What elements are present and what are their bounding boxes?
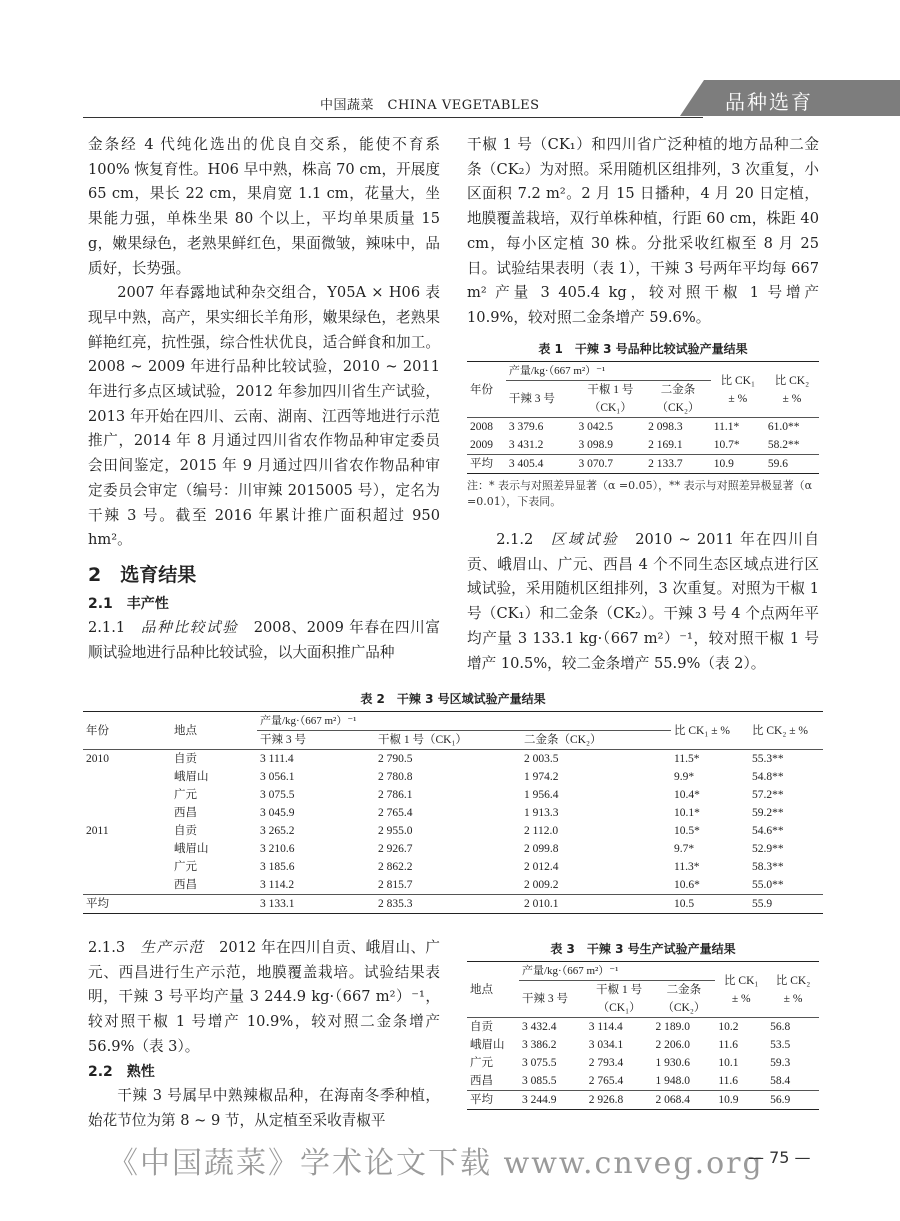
table-header: 产量/kg·（667 m²）⁻¹ bbox=[519, 962, 715, 981]
table-cell: 54.6** bbox=[752, 825, 784, 837]
table-2 bbox=[83, 690, 823, 914]
table-cell: 2 068.4 bbox=[655, 1094, 690, 1106]
table-cell bbox=[83, 768, 171, 786]
table-cell: 2 786.1 bbox=[378, 789, 413, 801]
table-cell: 2 790.5 bbox=[378, 753, 413, 765]
table-cell: 10.7* bbox=[713, 439, 740, 451]
table-cell: 3 386.2 bbox=[521, 1039, 557, 1051]
table-cell: 3 431.2 bbox=[508, 439, 544, 451]
table-cell: 11.3* bbox=[674, 861, 700, 873]
table-cell: 53.5 bbox=[770, 1039, 791, 1051]
table-cell: 55.3** bbox=[752, 753, 784, 765]
table-cell: 西昌 bbox=[174, 807, 197, 819]
table-cell: 自贡 bbox=[174, 825, 197, 837]
table-cell: 11.6 bbox=[718, 1039, 739, 1051]
table-cell: 1 956.4 bbox=[524, 789, 559, 801]
table-cell: 10.9 bbox=[718, 1094, 739, 1106]
table-cell: 2 112.0 bbox=[524, 825, 559, 837]
table-cell: 10.1* bbox=[674, 807, 700, 819]
table-caption: 表 3 干辣 3 号生产试验产量结果 bbox=[550, 942, 736, 956]
table-cell: 2 206.0 bbox=[655, 1039, 690, 1051]
table-cell: 西昌 bbox=[470, 1075, 493, 1087]
table-row bbox=[83, 895, 823, 914]
paragraph-text: 2008、2009 年春在四川富顺试验地进行品种比较试验，以大面积推广品种 bbox=[88, 619, 440, 662]
right-column-lower bbox=[467, 528, 819, 676]
paragraph-text: 2012 年在四川自贡、峨眉山、广元、西昌进行生产示范，地膜覆盖栽培。试验结果表明，干辣 3 号平均产量 3 244.9 kg·（667 m²）⁻¹，较对照干椒 1 号增产 10.9%，较对照二金条增产 56.9%（表 3）。 bbox=[88, 939, 440, 1055]
table-cell: 3 056.1 bbox=[260, 771, 295, 783]
table-caption: 表 1 干辣 3 号品种比较试验产量结果 bbox=[538, 342, 748, 356]
table-cell bbox=[83, 786, 171, 804]
table-header: 干椒 1 号 （CK₁） bbox=[596, 984, 643, 1014]
table-cell: 2 189.0 bbox=[655, 1021, 690, 1033]
table-cell: 59.2** bbox=[752, 807, 784, 819]
table-header: 干辣 3 号 bbox=[508, 393, 555, 405]
table-header: 比 CK₂ ± % bbox=[774, 374, 810, 405]
table-cell: 56.8 bbox=[770, 1021, 791, 1033]
table-cell: 3 432.4 bbox=[521, 1021, 557, 1033]
section-label: 品种选育 bbox=[725, 90, 813, 114]
table-cell: 3 075.5 bbox=[521, 1057, 557, 1069]
table-cell: 自贡 bbox=[174, 753, 197, 765]
table-row bbox=[83, 750, 823, 769]
subsection-number: 2.1.2 bbox=[496, 531, 534, 548]
table-cell: 58.2** bbox=[767, 439, 800, 451]
section-heading: 2 选育结果 bbox=[88, 563, 197, 586]
table-cell: 峨眉山 bbox=[174, 771, 209, 783]
table-cell: 3 098.9 bbox=[578, 439, 613, 451]
table-cell: 2 765.4 bbox=[378, 807, 413, 819]
table-3 bbox=[467, 940, 819, 1110]
table-header: 二金条（CK₂） bbox=[524, 734, 602, 746]
table-cell bbox=[83, 876, 171, 895]
table-cell: 1 974.2 bbox=[524, 771, 559, 783]
table-note: 注：* 表示与对照差异显著（α =0.05），** 表示与对照差异极显著（α =0.01），下表同。 bbox=[467, 479, 813, 508]
table-cell: 1 913.3 bbox=[524, 807, 559, 819]
table-cell: 2011 bbox=[86, 825, 109, 837]
table-cell: 10.1 bbox=[718, 1057, 739, 1069]
table-header: 比 CK₁ ± % bbox=[720, 374, 755, 405]
table-cell: 3 210.6 bbox=[260, 843, 295, 855]
table-row bbox=[467, 1036, 819, 1054]
table-cell bbox=[171, 895, 257, 914]
table-cell: 西昌 bbox=[174, 879, 197, 891]
table-row bbox=[467, 1018, 819, 1037]
left-column bbox=[88, 133, 440, 666]
table-cell: 广元 bbox=[174, 861, 197, 873]
table-header: 地点 bbox=[174, 724, 197, 737]
table-cell: 3 133.1 bbox=[260, 898, 295, 910]
table-header: 比 CK₁ ± % bbox=[724, 974, 759, 1005]
table-cell: 10.5 bbox=[674, 898, 695, 910]
table bbox=[467, 361, 819, 474]
table-cell: 3 070.7 bbox=[578, 458, 613, 470]
paragraph: 干椒 1 号（CK₁）和四川省广泛种植的地方品种二金条（CK₂）为对照。采用随机区组排列，3 次重复，小区面积 7.2 m²。2 月 15 日播种，4 月 20 日定植，地膜覆盖栽培，双行单株种植，行距 60 cm，株距 40 cm，每小区定植 30 株。分批采收红椒至 8 月 25 日。试验结果表明（表 1），干辣 3 号两年平均每 667 m² 产量 3 405.4 kg，较对照干椒 1 号增产 10.9%，较对照二金条增产 59.6%。 bbox=[467, 136, 819, 326]
table-row bbox=[83, 876, 823, 895]
table-header: 干辣 3 号 bbox=[260, 734, 306, 746]
table-cell: 3 042.5 bbox=[578, 421, 613, 433]
journal-name: 中国蔬菜 CHINA VEGETABLES bbox=[320, 98, 540, 113]
paragraph bbox=[467, 528, 819, 676]
subsection-number: 2.1.3 bbox=[88, 939, 126, 956]
table-row bbox=[467, 1072, 819, 1091]
table-cell: 2 169.1 bbox=[648, 439, 683, 451]
table-cell: 10.6* bbox=[674, 879, 700, 891]
table-row bbox=[467, 436, 819, 455]
table-header: 二金条 （CK₂） bbox=[656, 384, 700, 414]
right-column bbox=[467, 133, 819, 331]
table-cell: 3 244.9 bbox=[521, 1094, 557, 1106]
page-number: — 75 — bbox=[748, 1148, 811, 1167]
table-cell: 广元 bbox=[174, 789, 197, 801]
table-row bbox=[467, 418, 819, 437]
table-header: 干辣 3 号 bbox=[521, 993, 568, 1005]
paragraph: 金条经 4 代纯化选出的优良自交系，能使不育系 100% 恢复育性。H06 早中熟，株高 70 cm，开展度 65 cm，果长 22 cm，果肩宽 1.1 cm，花量大，坐果能力强，单株坐果 80 个以上，平均单果质量 15 g，嫩果绿色，老熟果鲜红色，果面微皱，辣味中，品质好，长势强。 bbox=[88, 136, 440, 277]
table-cell: 平均 bbox=[470, 1094, 493, 1106]
table-cell: 2 835.3 bbox=[378, 898, 413, 910]
table-cell: 2008 bbox=[470, 421, 493, 433]
paragraph: 2007 年春露地试种杂交组合，Y05A × H06 表现早中熟，高产，果实细长羊角形，嫩果绿色，老熟果鲜艳红亮，抗性强，综合性状优良，适合鲜食和加工。2008 ~ 2009 年进行品种比较试验，2010 ~ 2011 年进行多点区域试验，2012 年参加四川省生产试验，2013 年开始在四川、云南、湖南、江西等地进行示范推广，2014 年 8 月通过四川省农作物品种审定委员会田间鉴定，2015 年 9 月通过四川省农作物品种审定委员会审定（编号：川审辣 2015005 号），定名为干辣 3 号。截至 2016 年累计推广面积超过 950 hm²。 bbox=[88, 284, 440, 549]
table-row bbox=[467, 1054, 819, 1072]
table-cell: 52.9** bbox=[752, 843, 784, 855]
table-cell: 2 793.4 bbox=[588, 1057, 624, 1069]
paragraph-text: 2010 ~ 2011 年在四川自贡、峨眉山、广元、西昌 4 个不同生态区域点进行区域试验，采用随机区组排列，3 次重复。对照为干椒 1 号（CK₁）和二金条（CK₂）。干辣 3 号 4 个点两年平均产量 3 133.1 kg·（667 m²）⁻¹，较对照干椒 1 号增产 10.5%，较二金条增产 55.9%（表 2）。 bbox=[467, 531, 819, 672]
table-cell: 3 034.1 bbox=[588, 1039, 624, 1051]
table-cell: 1 948.0 bbox=[655, 1075, 690, 1087]
table-cell: 2 010.1 bbox=[524, 898, 559, 910]
table-cell: 57.2** bbox=[752, 789, 784, 801]
subsection-heading: 2.1 丰产性 bbox=[88, 595, 169, 612]
table-cell: 11.5* bbox=[674, 753, 700, 765]
header-rule bbox=[83, 117, 703, 118]
table-row bbox=[83, 804, 823, 822]
table-row bbox=[467, 455, 819, 474]
table-row bbox=[83, 822, 823, 840]
table-cell: 2 955.0 bbox=[378, 825, 413, 837]
table bbox=[83, 711, 823, 914]
table-cell: 3 265.2 bbox=[260, 825, 295, 837]
table-header: 产量/kg·（667 m²）⁻¹ bbox=[506, 362, 711, 381]
table-cell: 2 926.8 bbox=[588, 1094, 624, 1106]
table-cell: 峨眉山 bbox=[470, 1039, 505, 1051]
table-cell: 11.1* bbox=[713, 421, 740, 433]
table-cell: 2 815.7 bbox=[378, 879, 413, 891]
table-cell: 54.8** bbox=[752, 771, 784, 783]
table-cell: 3 111.4 bbox=[260, 753, 294, 765]
table-cell: 3 405.4 bbox=[508, 458, 544, 470]
table-cell: 平均 bbox=[86, 898, 109, 910]
table-cell bbox=[83, 858, 171, 876]
table-cell: 61.0** bbox=[767, 421, 800, 433]
watermark: 《中国蔬菜》学术论文下载 www.cnveg.org bbox=[108, 1146, 764, 1181]
subsection-number: 2.1.1 bbox=[88, 619, 126, 637]
table-cell: 10.9 bbox=[713, 458, 734, 470]
table-cell: 11.6 bbox=[718, 1075, 739, 1087]
table-cell: 10.4* bbox=[674, 789, 700, 801]
paragraph bbox=[88, 616, 440, 665]
table-cell: 58.4 bbox=[770, 1075, 791, 1087]
table-header: 地点 bbox=[470, 983, 493, 996]
table-cell: 2009 bbox=[470, 439, 493, 451]
table-cell: 1 930.6 bbox=[655, 1057, 690, 1069]
table-cell: 55.9 bbox=[752, 898, 773, 910]
table bbox=[467, 961, 819, 1110]
table-cell bbox=[83, 840, 171, 858]
table-row bbox=[83, 768, 823, 786]
left-column-lower bbox=[88, 936, 440, 1134]
table-cell: 59.3 bbox=[770, 1057, 791, 1069]
table-cell: 峨眉山 bbox=[174, 843, 209, 855]
table-header: 比 CK₂ ± % bbox=[775, 974, 811, 1005]
table-cell: 3 114.4 bbox=[588, 1021, 623, 1033]
subsection-tag: 区域试验 bbox=[550, 531, 620, 548]
table-cell: 2 765.4 bbox=[588, 1075, 624, 1087]
paragraph bbox=[88, 936, 440, 1060]
table-cell: 58.3** bbox=[752, 861, 784, 873]
table-cell: 55.0** bbox=[752, 879, 784, 891]
table-cell: 3 045.9 bbox=[260, 807, 295, 819]
table-cell: 3 185.6 bbox=[260, 861, 295, 873]
table-header: 比 CK₁ ± % bbox=[674, 724, 731, 737]
table-cell: 9.7* bbox=[674, 843, 695, 855]
table-cell: 平均 bbox=[470, 458, 493, 470]
table-header: 比 CK₂ ± % bbox=[752, 724, 809, 737]
table-cell: 2 009.2 bbox=[524, 879, 559, 891]
table-header: 年份 bbox=[86, 724, 109, 737]
table-row bbox=[83, 858, 823, 876]
table-cell bbox=[83, 804, 171, 822]
table-cell: 广元 bbox=[470, 1057, 493, 1069]
table-cell: 10.5* bbox=[674, 825, 700, 837]
table-cell: 2 780.8 bbox=[378, 771, 413, 783]
table-cell: 3 085.5 bbox=[521, 1075, 557, 1087]
table-cell: 2 926.7 bbox=[378, 843, 413, 855]
table-header: 二金条 （CK₂） bbox=[662, 984, 706, 1014]
table-header: 产量/kg·（667 m²）⁻¹ bbox=[257, 712, 671, 731]
table-cell: 2 133.7 bbox=[648, 458, 683, 470]
table-cell: 9.9* bbox=[674, 771, 695, 783]
table-cell: 56.9 bbox=[770, 1094, 791, 1106]
table-cell: 2 862.2 bbox=[378, 861, 413, 873]
table-cell: 3 075.5 bbox=[260, 789, 295, 801]
table-cell: 2010 bbox=[86, 753, 109, 765]
subsection-tag: 品种比较试验 bbox=[141, 619, 239, 637]
table-cell: 2 099.8 bbox=[524, 843, 559, 855]
table-header: 年份 bbox=[470, 383, 493, 396]
table-row bbox=[83, 840, 823, 858]
subsection-heading: 2.2 熟性 bbox=[88, 1063, 155, 1080]
table-caption: 表 2 干辣 3 号区域试验产量结果 bbox=[360, 692, 546, 706]
table-cell: 自贡 bbox=[470, 1021, 493, 1033]
table-cell: 3 379.6 bbox=[508, 421, 544, 433]
table-header: 干椒 1 号 （CK₁） bbox=[587, 384, 634, 414]
table-cell: 59.6 bbox=[767, 458, 788, 470]
table-row bbox=[83, 786, 823, 804]
table-cell: 3 114.2 bbox=[260, 879, 295, 891]
table-header: 干椒 1 号（CK₁） bbox=[378, 734, 467, 746]
table-cell: 2 003.5 bbox=[524, 753, 559, 765]
table-1 bbox=[467, 340, 819, 510]
subsection-tag: 生产示范 bbox=[140, 939, 205, 956]
table-cell: 2 012.4 bbox=[524, 861, 559, 873]
paragraph: 干辣 3 号属早中熟辣椒品种，在海南冬季种植，始花节位为第 8 ~ 9 节，从定植至采收青椒平 bbox=[88, 1087, 440, 1129]
table-cell: 10.2 bbox=[718, 1021, 739, 1033]
table-cell: 2 098.3 bbox=[648, 421, 683, 433]
table-row bbox=[467, 1091, 819, 1110]
